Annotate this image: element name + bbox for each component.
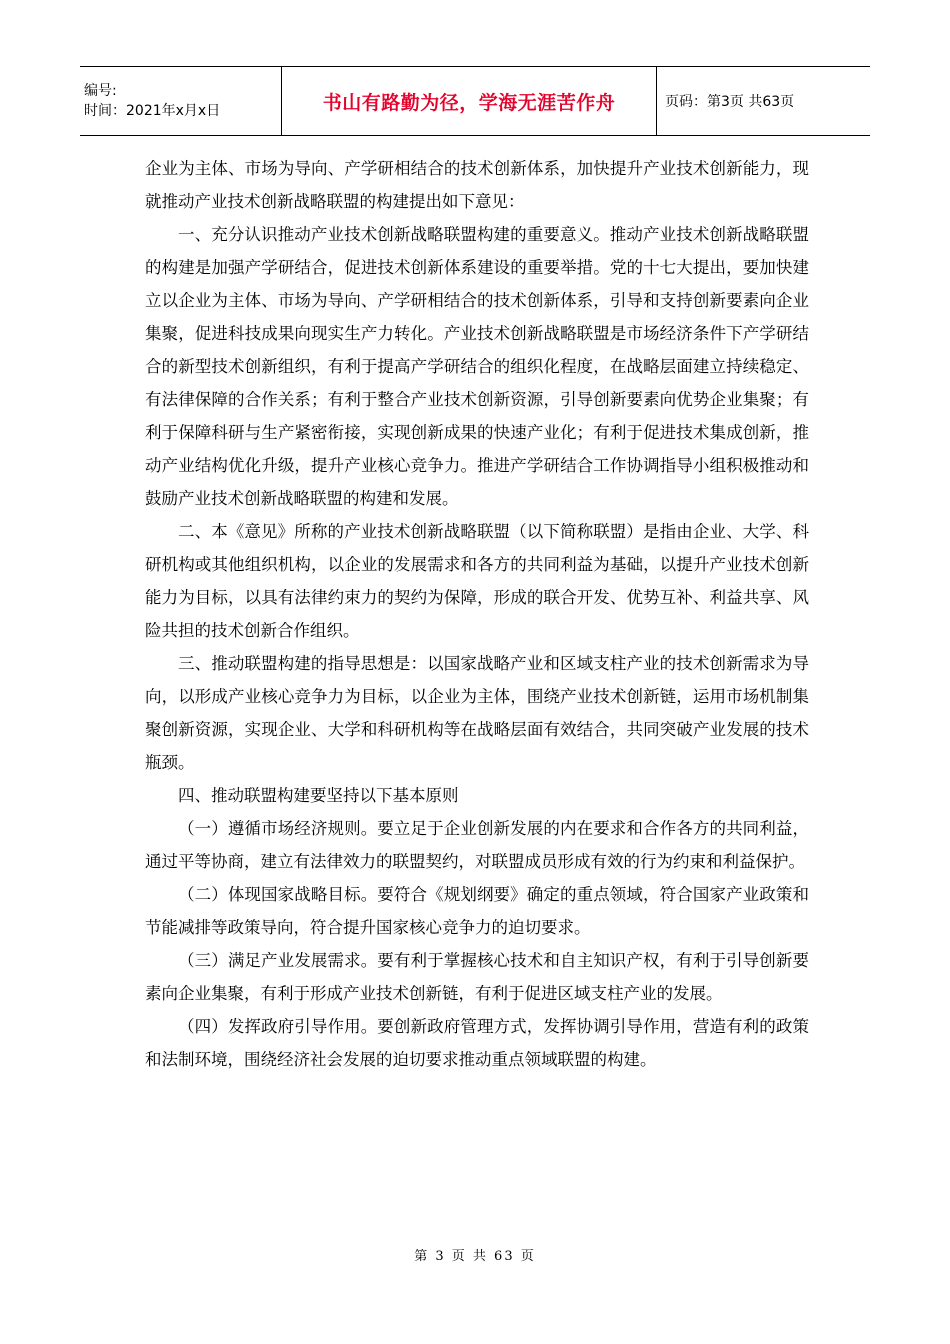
body-paragraph: （二）体现国家战略目标。要符合《规划纲要》确定的重点领域，符合国家产业政策和节能减排等政策导向，符合提升国家核心竞争力的迫切要求。 — [145, 885, 809, 937]
body-paragraph: （四）发挥政府引导作用。要创新政府管理方式，发挥协调引导作用，营造有利的政策和法制环境，围绕经济社会发展的迫切要求推动重点领域联盟的构建。 — [145, 1017, 809, 1069]
header-page-number: 页码：第3页 共63页 — [665, 94, 795, 110]
header-page-cell — [657, 67, 870, 135]
document-time-label: 时间：2021年x月x日 — [84, 103, 221, 119]
body-paragraph: 一、充分认识推动产业技术创新战略联盟构建的重要意义。推动产业技术创新战略联盟的构建是加强产学研结合，促进技术创新体系建设的重要举措。党的十七大提出，要加快建立以企业为主体、市场为导向、产学研相结合的技术创新体系，引导和支持创新要素向企业集聚，促进科技成果向现实生产力转化。产业技术创新战略联盟是市场经济条件下产学研结合的新型技术创新组织，有利于提高产学研结合的组织化程度，在战略层面建立持续稳定、有法律保障的合作关系；有利于整合产业技术创新资源，引导创新要素向优势企业集聚；有利于保障科研与生产紧密衔接，实现创新成果的快速产业化；有利于促进技术集成创新，推动产业结构优化升级，提升产业核心竞争力。推进产学研结合工作协调指导小组积极推动和鼓励产业技术创新战略联盟的构建和发展。 — [145, 225, 809, 508]
body-paragraph: 企业为主体、市场为导向、产学研相结合的技术创新体系，加快提升产业技术创新能力，现就推动产业技术创新战略联盟的构建提出如下意见： — [145, 159, 809, 211]
body-paragraph: 二、本《意见》所称的产业技术创新战略联盟（以下简称联盟）是指由企业、大学、科研机构或其他组织机构，以企业的发展需求和各方的共同利益为基础，以提升产业技术创新能力为目标，以具有法律约束力的契约为保障，形成的联合开发、优势互补、利益共享、风险共担的技术创新合作组织。 — [145, 522, 809, 640]
document-body — [145, 152, 809, 1076]
header-motto: 书山有路勤为径，学海无涯苦作舟 — [322, 91, 616, 114]
page-header — [80, 66, 870, 136]
body-paragraph: 三、推动联盟构建的指导思想是：以国家战略产业和区域支柱产业的技术创新需求为导向，以形成产业核心竞争力为目标，以企业为主体，围绕产业技术创新链，运用市场机制集聚创新资源，实现企业、大学和科研机构等在战略层面有效结合，共同突破产业发展的技术瓶颈。 — [145, 654, 809, 772]
page-footer: 第 3 页 共 63 页 — [414, 1249, 536, 1264]
section-heading: 四、推动联盟构建要坚持以下基本原则 — [178, 786, 459, 805]
document-number-label: 编号: — [84, 83, 117, 99]
body-paragraph: （三）满足产业发展需求。要有利于掌握核心技术和自主知识产权，有利于引导创新要素向企业集聚，有利于形成产业技术创新链，有利于促进区域支柱产业的发展。 — [145, 951, 809, 1003]
body-paragraph: （一）遵循市场经济规则。要立足于企业创新发展的内在要求和合作各方的共同利益，通过平等协商，建立有法律效力的联盟契约，对联盟成员形成有效的行为约束和利益保护。 — [145, 819, 809, 871]
header-meta-cell — [80, 67, 282, 135]
header-motto-cell — [282, 67, 657, 135]
